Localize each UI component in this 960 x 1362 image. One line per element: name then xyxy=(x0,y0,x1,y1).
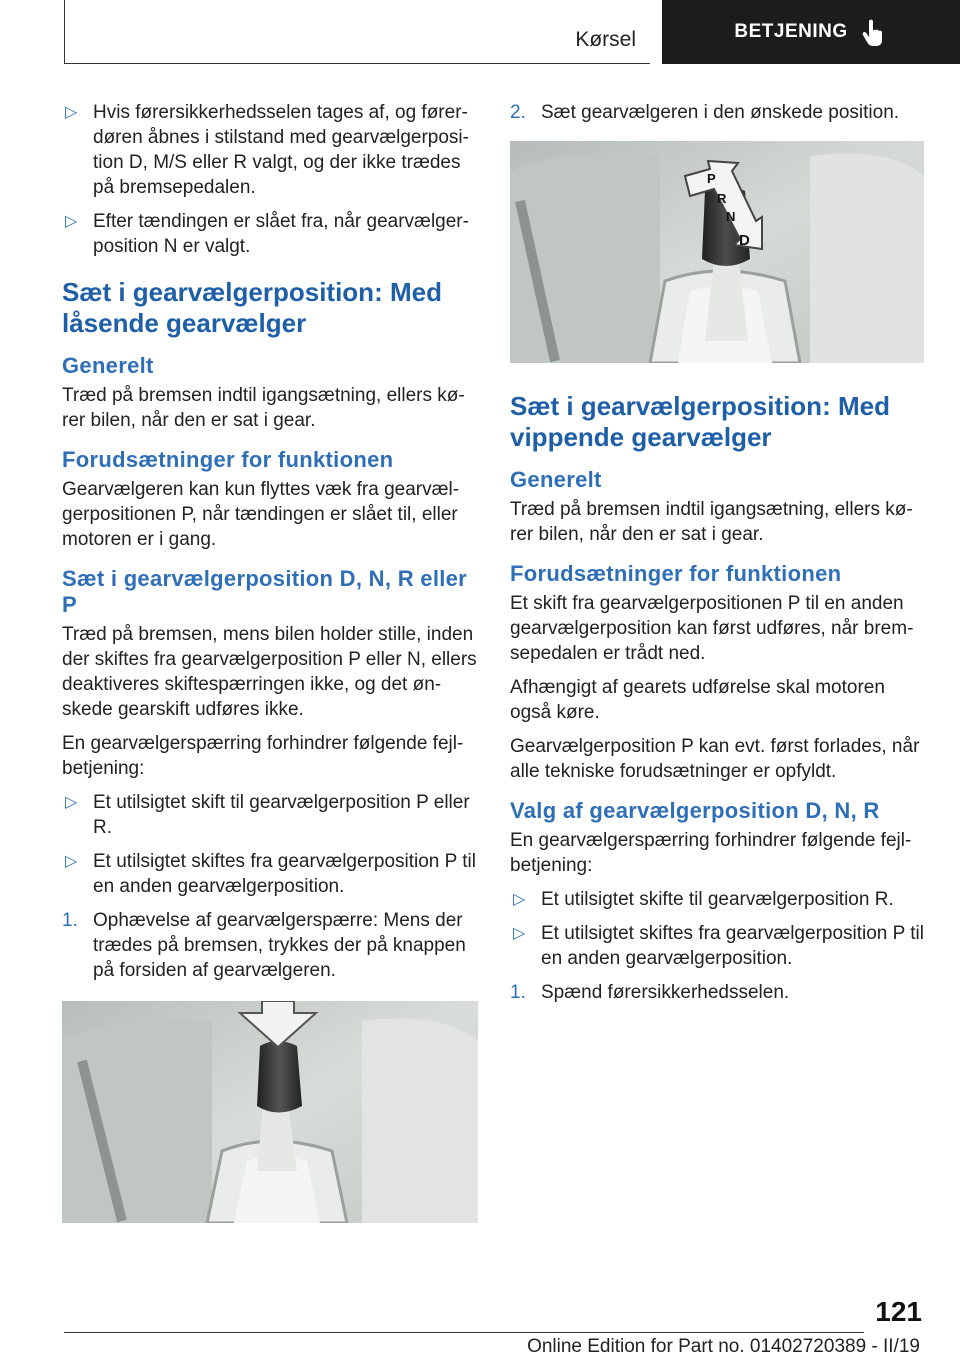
list-item-text: Et utilsigtet skiftes fra gearvælgerposition P til en anden gearvælgerposition. xyxy=(93,851,476,897)
subheading-dnr: Sæt i gearvælgerposition D, N, R eller P xyxy=(62,566,468,617)
bullet-triangle-icon: ▷ xyxy=(513,891,526,908)
footer-edition-text: Online Edition for Part no. 01402720389 - II/19 xyxy=(527,1336,920,1357)
header-rule-left xyxy=(64,0,65,64)
list-item-text: Et utilsigtet skift til gearvælgerposition P eller R. xyxy=(93,792,470,838)
gear-selector-press-button-illustration xyxy=(62,1001,478,1223)
gear-label-d: D xyxy=(739,232,750,249)
list-item xyxy=(62,100,480,200)
left-column xyxy=(62,100,480,1223)
hand-pointer-icon xyxy=(862,18,888,46)
gear-label-p: P xyxy=(707,171,716,186)
section-heading: Sæt i gearvælgerposition: Med vippende gearvælger xyxy=(510,391,890,452)
right-column xyxy=(510,100,928,1014)
gear-label-r: R xyxy=(717,191,727,206)
list-item-text: Hvis førersikkerhedsselen tages af, og førerdøren åbnes i stilstand med gearvælgerposition D, M/S eller R valgt, og der ikke trædes på bremsepedalen. xyxy=(93,102,469,198)
list-item-text: Efter tændingen er slået fra, når gearvælgerposition N er valgt. xyxy=(93,211,469,257)
list-item-text: Et utilsigtet skifte til gearvælgerposition R. xyxy=(541,889,894,910)
numbered-step xyxy=(510,100,928,125)
bullet-triangle-icon: ▷ xyxy=(65,213,78,230)
list-item xyxy=(62,209,480,259)
step-number: 2. xyxy=(510,102,526,123)
paragraph: Træd på bremsen, mens bilen holder stille, inden der skiftes fra gearvælgerposition P eller N, ellers deaktiveres skiftespærringen ikke, og det ønskede gearskift udføres ikke. xyxy=(62,624,477,720)
paragraph: Træd på bremsen indtil igangsætning, ellers kører bilen, når den er sat i gear. xyxy=(62,385,465,431)
bullet-triangle-icon: ▷ xyxy=(65,104,78,121)
header-chapter-label: BETJENING xyxy=(734,21,848,42)
gear-label-n: N xyxy=(726,209,736,224)
list-item-text: Et utilsigtet skiftes fra gearvælgerposition P til en anden gearvælgerposition. xyxy=(541,923,924,969)
header-section-label: Kørsel xyxy=(575,28,636,51)
bullet-triangle-icon: ▷ xyxy=(65,794,78,811)
list-item xyxy=(510,887,928,912)
page-number: 121 xyxy=(875,1296,922,1327)
numbered-step xyxy=(62,908,480,983)
subheading-forudsaetninger: Forudsætninger for funktionen xyxy=(510,561,842,586)
paragraph: Træd på bremsen indtil igangsætning, ellers kører bilen, når den er sat i gear. xyxy=(510,499,913,545)
paragraph: Gearvælgeren kan kun flyttes væk fra gearvælgerpositionen P, når tændingen er slået til, eller motoren er i gang. xyxy=(62,479,460,550)
paragraph: Afhængigt af gearets udførelse skal motoren også køre. xyxy=(510,677,885,723)
step-number: 1. xyxy=(510,982,526,1003)
numbered-step xyxy=(510,980,928,1005)
list-item xyxy=(62,849,480,899)
step-number: 1. xyxy=(62,910,78,931)
subheading-valg: Valg af gearvælgerposition D, N, R xyxy=(510,798,880,823)
bullet-triangle-icon: ▷ xyxy=(513,925,526,942)
step-text: Ophævelse af gearvælgerspærre: Mens der trædes på bremsen, trykkes der på knappen på forsiden af gearvælgeren. xyxy=(93,910,466,981)
subheading-forudsaetninger: Forudsætninger for funktionen xyxy=(62,447,394,472)
paragraph: Et skift fra gearvælgerpositionen P til en anden gearvælgerposition kan først udføres, når bremsepedalen er trådt ned. xyxy=(510,593,914,664)
header-rule-bottom xyxy=(64,63,650,64)
footer-rule xyxy=(64,1332,864,1333)
paragraph: Gearvælgerposition P kan evt. først forlades, når alle tekniske forudsætninger er opfyldt. xyxy=(510,736,920,782)
section-heading: Sæt i gearvælgerposition: Med låsende gearvælger xyxy=(62,277,442,338)
subheading-generelt: Generelt xyxy=(510,467,602,492)
step-text: Spænd førersikkerhedsselen. xyxy=(541,982,790,1003)
step-text: Sæt gearvælgeren i den ønskede position. xyxy=(541,102,900,123)
subheading-generelt: Generelt xyxy=(62,353,154,378)
bullet-triangle-icon: ▷ xyxy=(65,853,78,870)
paragraph: En gearvælgerspærring forhindrer følgende fejlbetjening: xyxy=(510,830,912,876)
list-item xyxy=(510,921,928,971)
header-chapter-tab xyxy=(662,0,960,64)
list-item xyxy=(62,790,480,840)
gear-selector-positions-illustration xyxy=(510,141,924,363)
paragraph: En gearvælgerspærring forhindrer følgende fejlbetjening: xyxy=(62,733,464,779)
